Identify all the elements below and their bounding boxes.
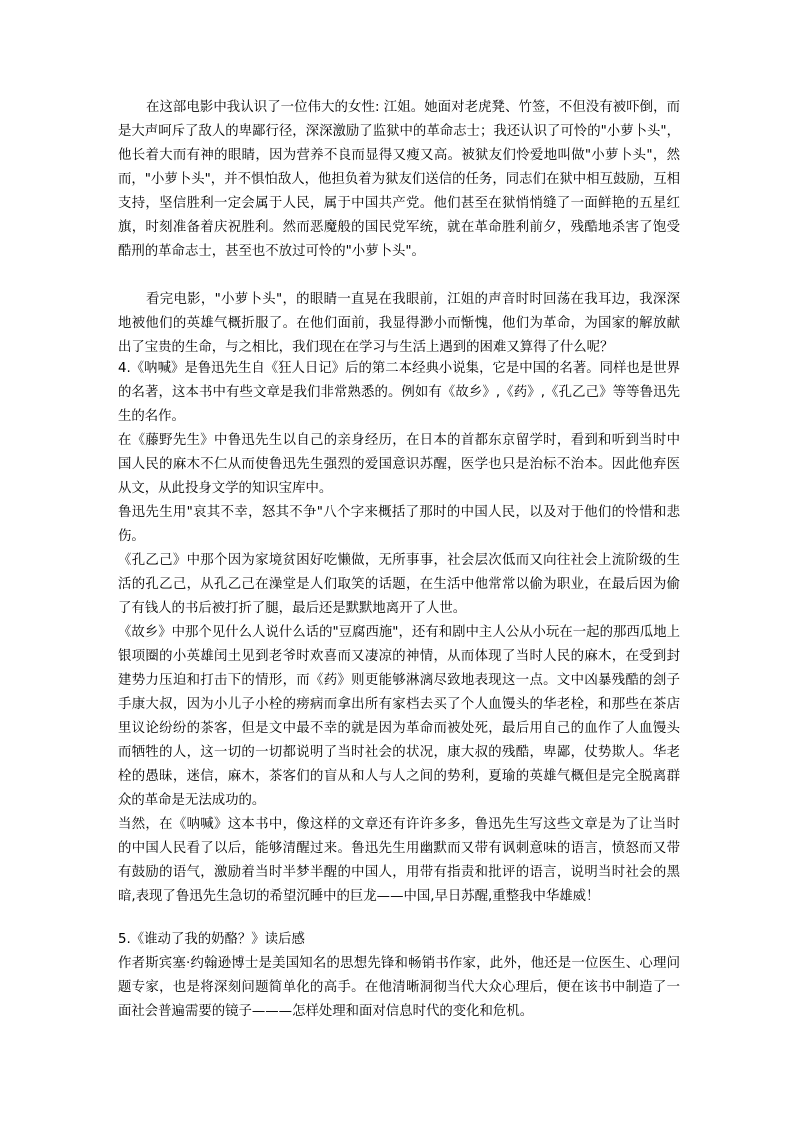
section-4-intro: 4.《呐喊》是鲁迅先生自《狂人日记》后的第二本经典小说集，它是中国的名著。同样也是世界的名著，这本书中有些文章是我们非常熟悉的。例如有《故乡》,《药》,《孔乙己》等等鲁迅先生的名作。 [118,361,680,424]
film-review-paragraph-1: 在这部电影中我认识了一位伟大的女性: 江姐。她面对老虎凳、竹签，不但没有被吓倒，而是大声呵斥了敌人的卑鄙行径，深深激励了监狱中的革命志士；我还认识了可怜的"小萝卜头"，他长着大而有神的眼睛，因为营养不良而显得又瘦又高。被狱友们怜爱地叫做"小萝卜头"，然而，"小萝卜头"，并不惧怕敌人，他担负着为狱友们送信的任务，同志们在狱中相互鼓励，互相支持，坚信胜利一定会属于人民，属于中国共产党。他们甚至在狱悄悄缝了一面鲜艳的五星红旗，时刻准备着庆祝胜利。然而恶魔般的国民党军统，就在革命胜利前夕，残酷地杀害了饱受酷刑的革命志士，甚至也不放过可怜的"小萝卜头"。 [118,100,680,259]
section-5-paragraph: 作者斯宾塞·约翰逊博士是美国知名的思想先锋和畅销书作家，此外，他还是一位医生、心理问题专家，也是将深刻问题简单化的高手。在他清晰洞彻当代大众心理后，便在该书中制造了一面社会普遍需要的镜子———怎样处理和面对信息时代的变化和危机。 [118,956,680,1019]
section-5-cheese [118,928,680,1024]
section-4-guxiang-paragraph: 《故乡》中那个见什么人说什么话的"豆腐西施"，还有和剧中主人公从小玩在一起的那西瓜地上银项圈的小英雄闰土见到老爷时欢喜而又凄凉的神情，从而体现了当时人民的麻木，在受到封建势力压迫和打击下的情形，而《药》则更能够淋漓尽致地表现这一点。文中凶暴残酷的刽子手康大叔，因为小儿子小栓的痨病而拿出所有家档去买了个人血馒头的华老栓，和那些在茶店里议论纷纷的茶客，但是文中最不幸的就是因为革命而被处死，最后用自己的血作了人血馒头而牺牲的人，这一切的一切都说明了当时社会的状况，康大叔的残酷，卑鄙，仗势欺人。华老栓的愚昧，迷信，麻木，茶客们的盲从和人与人之间的势利，夏瑜的英雄气概但是完全脱离群众的革命是无法成功的。 [118,625,680,808]
film-review-paragraph-2: 看完电影，"小萝卜头"，的眼睛一直晃在我眼前，江姐的声音时时回荡在我耳边，我深深地被他们的英雄气概折服了。在他们面前，我显得渺小而惭愧，他们为革命，为国家的解放献出了宝贵的生命，与之相比，我们现在在学习与生活上遇到的困难又算得了什么呢？ [118,292,680,355]
section-4-tengye-paragraph: 在《藤野先生》中鲁迅先生以自己的亲身经历，在日本的首都东京留学时，看到和听到当时中国人民的麻木不仁从而使鲁迅先生强烈的爱国意识苏醒，医学也只是治标不治本。因此他弃医从文，从此投身文学的知识宝库中。 [118,433,680,496]
section-4-conclusion: 当然，在《呐喊》这本书中，像这样的文章还有许许多多，鲁迅先生写这些文章是为了让当时的中国人民看了以后，能够清醒过来。鲁迅先生用幽默而又带有讽刺意味的语言，愤怒而又带有鼓励的语气，激励着当时半梦半醒的中国人，用带有指责和批评的语言，说明当时社会的黑暗,表现了鲁迅先生急切的希望沉睡中的巨龙——中国,早日苏醒,重整我中华雄威！ [118,817,680,904]
film-review-section [118,96,680,360]
section-5-heading: 5.《谁动了我的奶酪？》读后感 [118,932,305,947]
paragraph-gap [118,264,680,288]
section-4-kongyiji-paragraph: 《孔乙己》中那个因为家境贫困好吃懒做，无所事事，社会层次低而又向往社会上流阶级的生活的孔乙己，从孔乙己在澡堂是人们取笑的话题，在生活中他常常以偷为职业，在最后因为偷了有钱人的书后被打折了腿，最后还是默默地离开了人世。 [118,553,680,616]
section-4-nahan [118,357,680,909]
section-4-quote-paragraph: 鲁迅先生用"哀其不幸，怒其不争"八个字来概括了那时的中国人民，以及对于他们的怜惜和悲伤。 [118,505,680,544]
